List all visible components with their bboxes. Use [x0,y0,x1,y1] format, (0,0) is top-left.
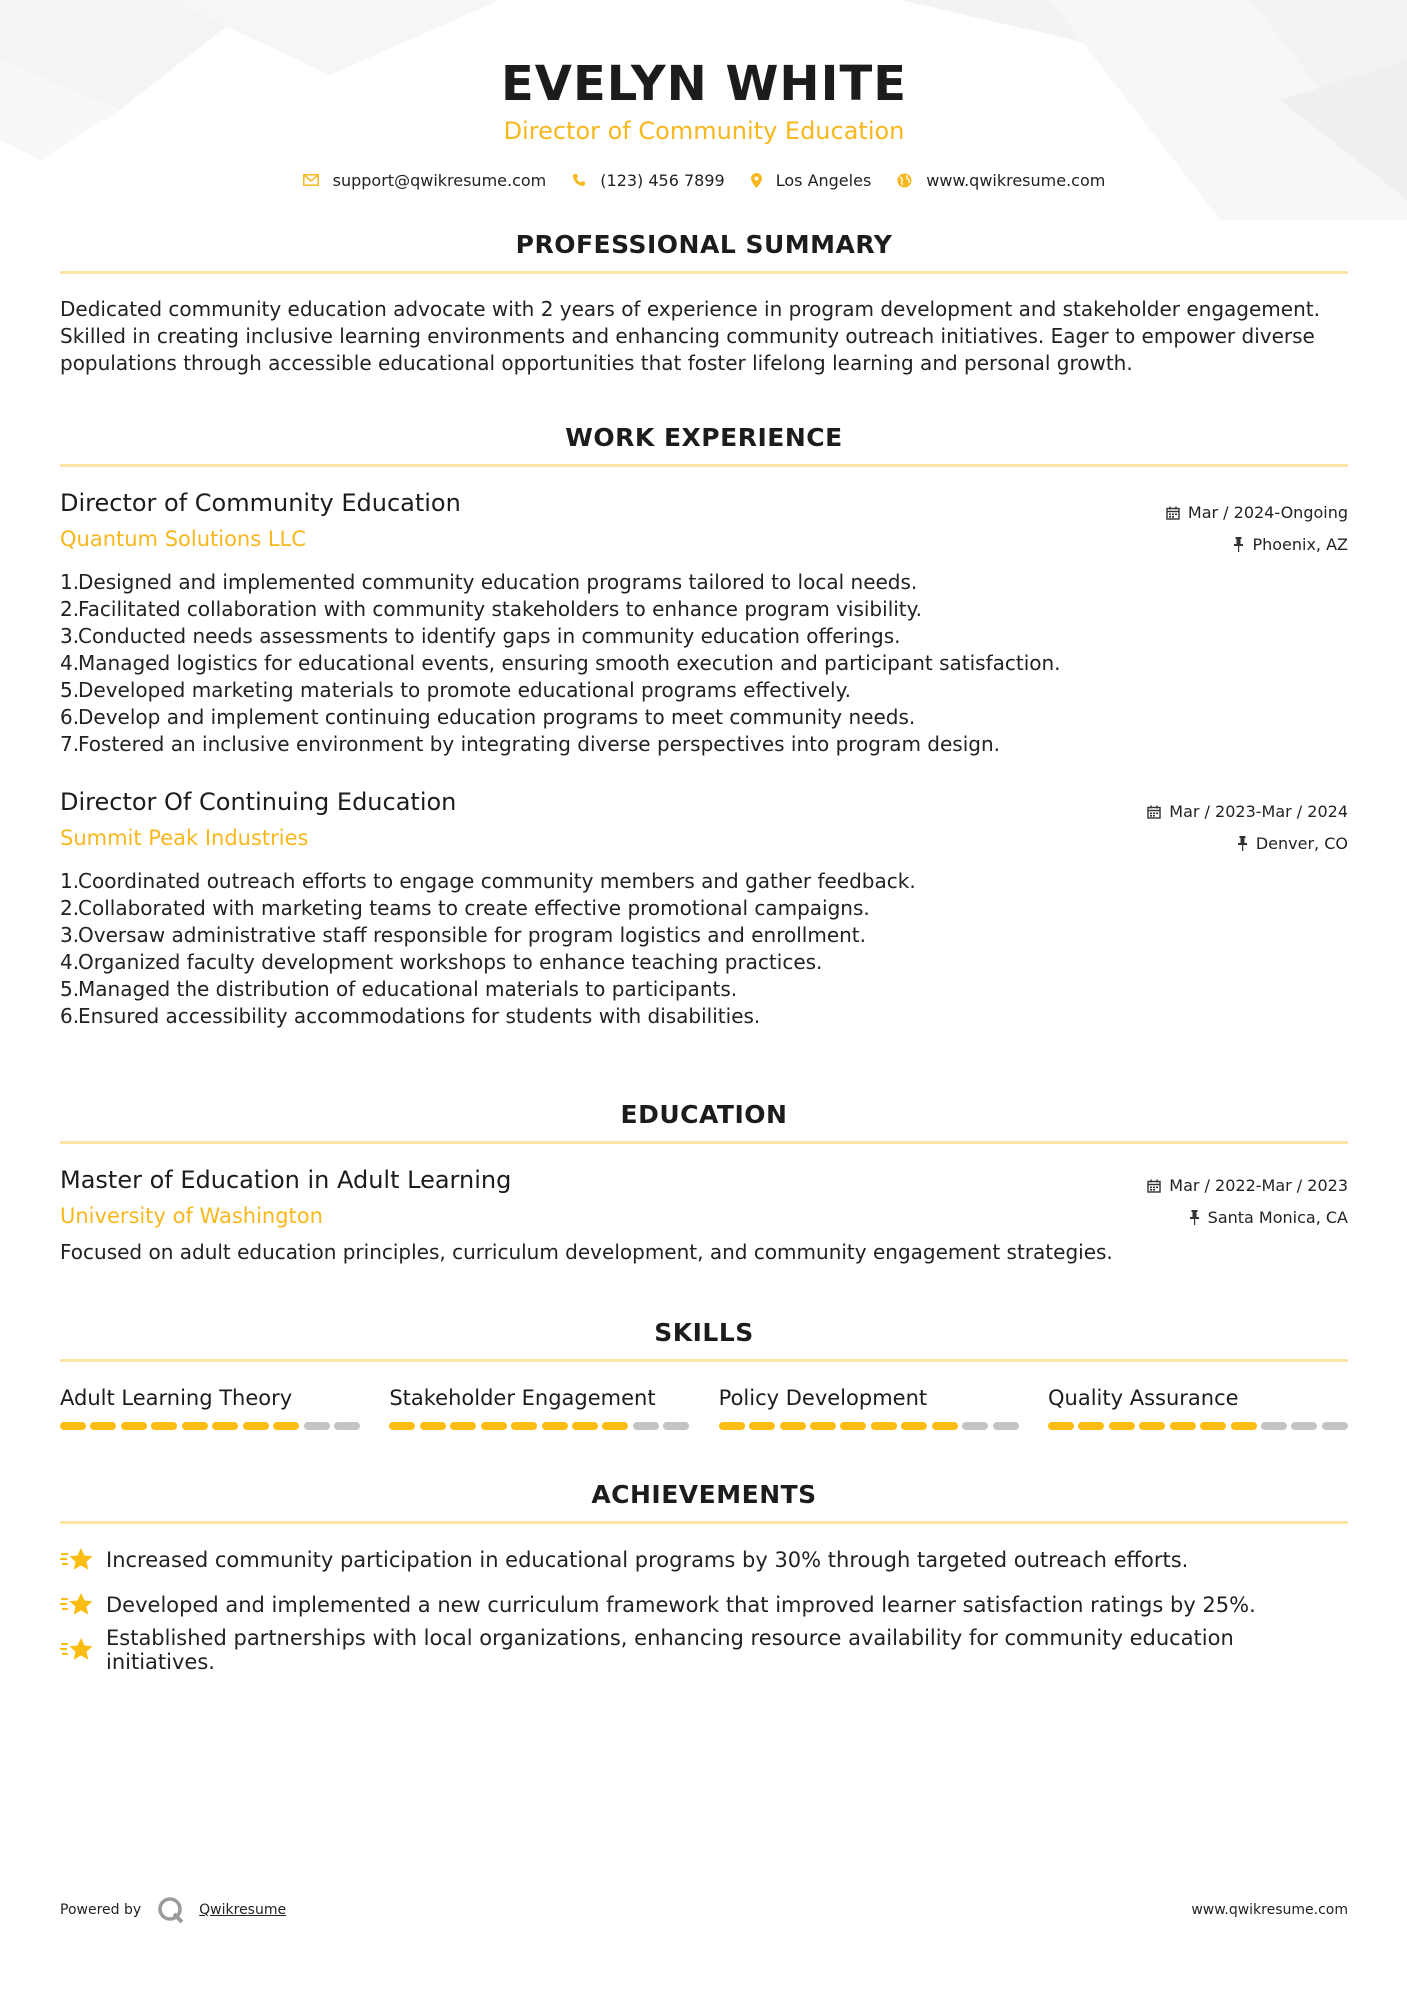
list-item: 1. Designed and implemented community education programs tailored to local needs. [60,569,918,594]
bullet-text: Developed marketing materials to promote educational programs effectively. [78,677,851,702]
skill-dot-filled [60,1422,86,1430]
qwikresume-logo-icon [157,1896,185,1924]
bullet-text: Collaborated with marketing teams to create effective promotional campaigns. [78,895,870,920]
list-item: 4. Organized faculty development workshops to enhance teaching practices. [60,949,823,974]
bullet-text: Conducted needs assessments to identify gaps in community education offerings. [78,623,901,648]
skill-item [1048,1386,1348,1430]
job-location-text: Phoenix, AZ [1252,535,1348,555]
skill-dot-filled [151,1422,177,1430]
skill-dot-filled [572,1422,598,1430]
degree-title: Master of Education in Adult Learning [60,1165,512,1194]
achievement-text: Developed and implemented a new curriculum framework that improved learner satisfaction ratings by 25%. [106,1593,1256,1618]
education-section [60,1100,1348,1264]
skill-name: Stakeholder Engagement [389,1385,656,1410]
summary-text: Dedicated community education advocate with 2 years of experience in program development and stakeholder engagement. Skilled in creating inclusive learning environments and enhancing community outreach initiatives. Eager to empower diverse populations through accessible educational opportunities that foster lifelong learning and personal growth. [60,296,1320,375]
location-pin-icon [751,173,762,188]
skill-dot-filled [542,1422,568,1430]
contact-phone[interactable] [572,171,724,190]
skill-dot-filled [719,1422,745,1430]
achievement-item [60,1583,1348,1628]
bullet-text: Fostered an inclusive environment by integrating diverse perspectives into program design. [78,731,1001,756]
bullet-text: Oversaw administrative staff responsible for program logistics and enrollment. [78,922,866,947]
skill-item [719,1386,1019,1430]
phone-icon [572,173,586,187]
calendar-icon [1166,506,1180,520]
skill-dot-filled [389,1422,415,1430]
skill-dot-empty [633,1422,659,1430]
education-location [1147,1202,1348,1234]
skill-dot-empty [962,1422,988,1430]
job-entry [60,489,1348,758]
candidate-name: EVELYN WHITE [501,56,907,112]
section-divider [60,1141,1348,1144]
skill-dot-filled [1078,1422,1104,1430]
skill-dot-filled [602,1422,628,1430]
job-bullets [60,569,1348,758]
contact-location-text: Los Angeles [775,170,872,190]
contact-email[interactable] [303,171,547,190]
skill-dot-empty [1291,1422,1317,1430]
list-item: 3. Oversaw administrative staff responsible for program logistics and enrollment. [60,922,866,947]
skill-rating [719,1422,1019,1430]
resume-page [60,0,1348,1673]
section-divider [60,271,1348,274]
skill-dot-filled [481,1422,507,1430]
contact-website-text: www.qwikresume.com [926,170,1106,190]
skill-dot-filled [420,1422,446,1430]
achievements-section [60,1480,1348,1673]
page-footer [60,1896,1348,1924]
contact-bar [60,171,1348,190]
contact-website[interactable] [897,171,1105,190]
education-dates-text: Mar / 2022-Mar / 2023 [1169,1176,1348,1196]
candidate-title: Director of Community Education [503,116,905,145]
achievement-text: Increased community participation in educational programs by 30% through targeted outreach efforts. [106,1548,1189,1573]
pushpin-icon [1189,1210,1200,1225]
school-name: University of Washington [60,1203,323,1228]
contact-location [751,171,872,190]
section-divider [60,464,1348,467]
education-location-text: Santa Monica, CA [1207,1208,1348,1228]
bullet-text: Coordinated outreach efforts to engage community members and gather feedback. [78,868,916,893]
skill-rating [389,1422,689,1430]
experience-section [60,423,1348,1030]
education-meta [1147,1170,1348,1234]
job-title: Director of Community Education [60,488,461,517]
achievement-item [60,1628,1348,1673]
globe-icon [897,173,912,188]
skill-name: Quality Assurance [1047,1385,1239,1410]
skill-dot-filled [511,1422,537,1430]
qwikresume-link[interactable]: Qwikresume [199,1902,287,1918]
skill-item [60,1386,360,1430]
skills-heading: SKILLS [654,1317,754,1347]
experience-heading: WORK EXPERIENCE [565,422,843,452]
powered-by-label: Powered by [60,1902,142,1918]
bullet-text: Managed logistics for educational events, ensuring smooth execution and participant satisfaction. [78,650,1061,675]
job-location [1147,828,1348,860]
skill-dot-filled [182,1422,208,1430]
job-entry [60,788,1348,1030]
powered-by [60,1896,286,1924]
job-meta [1147,796,1348,860]
skill-name: Policy Development [718,1385,928,1410]
list-item: 5. Managed the distribution of educational materials to participants. [60,976,738,1001]
bullet-text: Ensured accessibility accommodations for students with disabilities. [78,1003,761,1028]
skills-section [60,1318,1348,1430]
bullet-text: Develop and implement continuing education programs to meet community needs. [78,704,916,729]
skill-dot-empty [993,1422,1019,1430]
list-item: 1. Coordinated outreach efforts to engage community members and gather feedback. [60,868,916,893]
bullet-text: Facilitated collaboration with community stakeholders to enhance program visibility. [78,596,922,621]
list-item: 3. Conducted needs assessments to identify gaps in community education offerings. [60,623,901,648]
job-location-text: Denver, CO [1255,834,1348,854]
education-entry [60,1166,1348,1264]
skill-dot-filled [871,1422,897,1430]
list-item: 2. Facilitated collaboration with community stakeholders to enhance program visibility. [60,596,922,621]
skill-dot-filled [749,1422,775,1430]
education-dates [1147,1170,1348,1202]
list-item: 4. Managed logistics for educational events, ensuring smooth execution and participant satisfaction. [60,650,1061,675]
list-item: 6. Develop and implement continuing education programs to meet community needs. [60,704,916,729]
job-dates [1166,497,1348,529]
skill-dot-filled [212,1422,238,1430]
skill-dot-filled [90,1422,116,1430]
footer-website[interactable]: www.qwikresume.com [1191,1902,1348,1918]
skill-rating [1048,1422,1348,1430]
email-icon [303,174,319,186]
skill-dot-empty [663,1422,689,1430]
skill-dot-filled [1200,1422,1226,1430]
skill-dot-filled [450,1422,476,1430]
skill-rating [60,1422,360,1430]
skill-name: Adult Learning Theory [60,1385,293,1410]
job-title: Director Of Continuing Education [60,787,457,816]
job-meta [1166,497,1348,561]
list-item: 5. Developed marketing materials to promote educational programs effectively. [60,677,851,702]
list-item: 6. Ensured accessibility accommodations for students with disabilities. [60,1003,761,1028]
job-dates [1147,796,1348,828]
skill-dot-filled [780,1422,806,1430]
pushpin-icon [1237,836,1248,851]
job-company: Quantum Solutions LLC [60,526,306,551]
skill-dot-empty [304,1422,330,1430]
skill-dot-empty [334,1422,360,1430]
job-dates-text: Mar / 2023-Mar / 2024 [1169,802,1348,822]
contact-email-text: support@qwikresume.com [332,170,547,190]
skill-dot-filled [1231,1422,1257,1430]
skill-dot-filled [840,1422,866,1430]
education-heading: EDUCATION [620,1099,788,1129]
section-divider [60,1359,1348,1362]
list-item: 7. Fostered an inclusive environment by integrating diverse perspectives into program design. [60,731,1001,756]
achievements-list [60,1538,1348,1673]
bullet-text: Managed the distribution of educational materials to participants. [78,976,738,1001]
summary-section [60,230,1348,377]
skill-dot-filled [901,1422,927,1430]
achievement-item [60,1538,1348,1583]
calendar-icon [1147,805,1161,819]
pushpin-icon [1233,537,1244,552]
contact-phone-text: (123) 456 7899 [600,170,725,190]
skill-dot-empty [1261,1422,1287,1430]
skill-item [389,1386,689,1430]
list-item: 2. Collaborated with marketing teams to create effective promotional campaigns. [60,895,870,920]
skill-dot-filled [243,1422,269,1430]
bullet-text: Organized faculty development workshops to enhance teaching practices. [78,949,823,974]
skill-dot-filled [121,1422,147,1430]
star-icon [60,1637,94,1663]
skill-dot-filled [1048,1422,1074,1430]
skill-dot-filled [1170,1422,1196,1430]
calendar-icon [1147,1179,1161,1193]
achievement-text: Established partnerships with local organizations, enhancing resource availability for community education initiatives. [106,1626,1234,1675]
section-divider [60,1521,1348,1524]
education-description: Focused on adult education principles, curriculum development, and community engagement strategies. [60,1239,1113,1264]
skill-dot-filled [1139,1422,1165,1430]
skill-dot-empty [1322,1422,1348,1430]
star-icon [60,1592,94,1618]
bullet-text: Designed and implemented community education programs tailored to local needs. [78,569,918,594]
summary-heading: PROFESSIONAL SUMMARY [515,229,893,259]
job-location [1166,529,1348,561]
skill-dot-filled [932,1422,958,1430]
skill-dot-filled [810,1422,836,1430]
skill-dot-filled [1109,1422,1135,1430]
job-dates-text: Mar / 2024-Ongoing [1187,503,1348,523]
star-icon [60,1547,94,1573]
skill-dot-filled [273,1422,299,1430]
job-bullets [60,868,1348,1030]
skills-list [60,1386,1348,1430]
job-company: Summit Peak Industries [60,825,309,850]
resume-header [60,0,1348,190]
achievements-heading: ACHIEVEMENTS [591,1479,817,1509]
